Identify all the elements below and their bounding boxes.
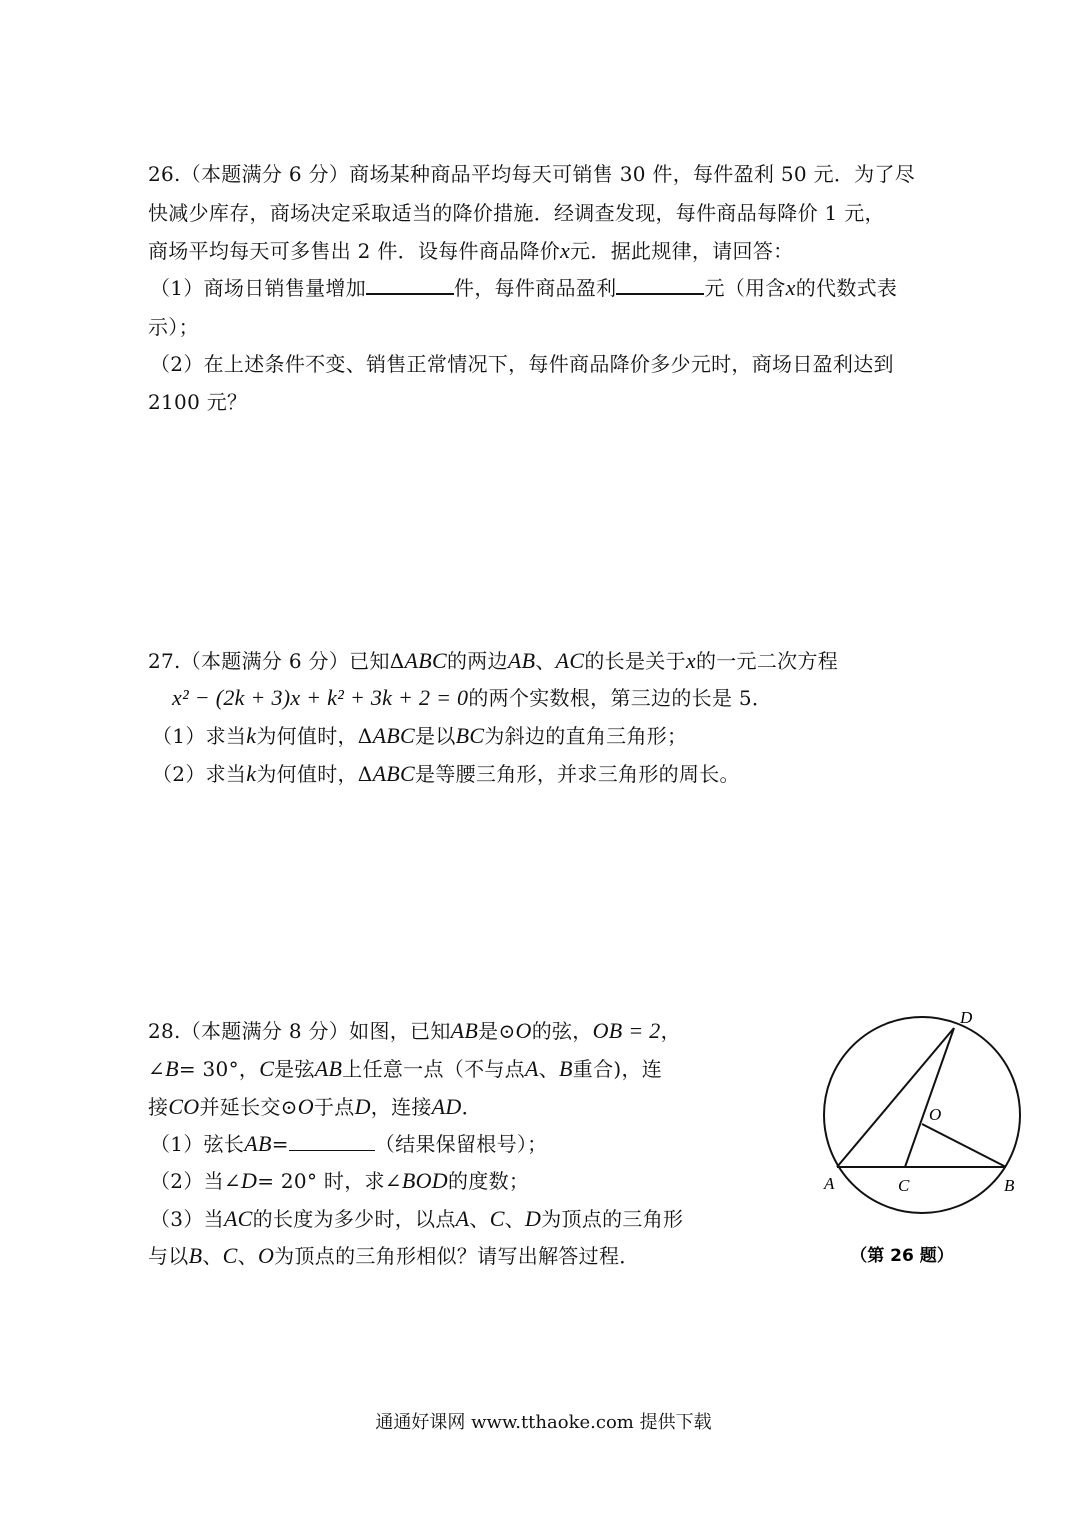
var-k: k bbox=[246, 723, 257, 748]
q28-text: （结果保留根号）； bbox=[374, 1132, 548, 1156]
math-o: O bbox=[257, 1243, 275, 1268]
q28-text: 上任意一点（不与点 bbox=[342, 1057, 525, 1081]
q28-text: 的度数； bbox=[448, 1169, 530, 1193]
segment-ad bbox=[837, 1028, 954, 1167]
quadratic-equation: x² − (2k + 3)x + k² + 3k + 2 = 0 bbox=[172, 685, 469, 710]
math-a: A bbox=[455, 1206, 470, 1231]
math-a: A bbox=[524, 1056, 539, 1081]
math-abc: ABC bbox=[372, 723, 416, 748]
segment-ob bbox=[922, 1124, 1006, 1167]
q28-part-1 bbox=[150, 1128, 547, 1157]
q28-text: 是⊙ bbox=[478, 1019, 516, 1043]
q28-text: 为顶点的三角形相似？请写出解答过程． bbox=[274, 1244, 640, 1268]
q27-text: 为斜边的直角三角形； bbox=[484, 724, 688, 748]
label-o: O bbox=[929, 1105, 942, 1124]
q28-text: 、 bbox=[469, 1207, 490, 1231]
var-k: k bbox=[246, 761, 257, 786]
q28-text: ，连接 bbox=[370, 1095, 432, 1119]
q26-text: 元（用含 bbox=[704, 276, 786, 300]
q26-part-2: （2）在上述条件不变、销售正常情况下，每件商品降价多少元时，商场日盈利达到 bbox=[150, 352, 894, 376]
math-bod: BOD bbox=[401, 1168, 448, 1193]
q28-text: 为顶点的三角形 bbox=[541, 1207, 684, 1231]
q26-text: 件，每件商品盈利 bbox=[454, 276, 617, 300]
q27-part-2 bbox=[152, 758, 740, 787]
math-ob-eq: OB = 2 bbox=[592, 1018, 661, 1043]
q27-text: 的长是关于 bbox=[584, 649, 686, 673]
q28-text: 于点 bbox=[313, 1095, 355, 1119]
math-ab: AB bbox=[507, 648, 536, 673]
math-bc: BC bbox=[455, 723, 485, 748]
q28-text: = 20° 时，求∠ bbox=[257, 1169, 402, 1193]
q28-text: 重合)，连 bbox=[572, 1057, 663, 1081]
q28-text: 28.（本题满分 8 分）如图，已知 bbox=[148, 1019, 451, 1043]
q26-text: 的代数式表 bbox=[795, 276, 898, 300]
math-b: B bbox=[188, 1243, 203, 1268]
q28-part-3 bbox=[150, 1203, 683, 1232]
q28-part-2 bbox=[150, 1165, 529, 1194]
q28-text: ． bbox=[461, 1095, 482, 1119]
q28-text: 的长度为多少时，以点 bbox=[252, 1207, 456, 1231]
q28-text: 接 bbox=[148, 1095, 169, 1119]
q28-text: = bbox=[271, 1132, 289, 1156]
figure-caption: （第 26 题） bbox=[850, 1246, 954, 1266]
q28-line-2 bbox=[148, 1053, 662, 1082]
math-c: C bbox=[259, 1056, 275, 1081]
q28-text: 、 bbox=[504, 1207, 526, 1231]
math-abc: ABC bbox=[404, 648, 447, 673]
answer-blank[interactable] bbox=[289, 1130, 375, 1151]
q26-line-3 bbox=[148, 235, 793, 264]
q28-text: （3）当 bbox=[150, 1207, 224, 1231]
answer-blank[interactable] bbox=[366, 273, 454, 295]
math-ad: AD bbox=[431, 1094, 462, 1119]
q27-text: 的一元二次方程 bbox=[695, 649, 839, 673]
q27-line-2 bbox=[172, 682, 772, 711]
q27-text: 是以 bbox=[415, 724, 456, 748]
var-x: x bbox=[785, 275, 796, 300]
q27-text: 为何值时，Δ bbox=[256, 724, 373, 748]
math-ac: AC bbox=[223, 1206, 253, 1231]
math-ab: AB bbox=[450, 1018, 479, 1043]
q28-text: 、 bbox=[237, 1244, 258, 1268]
q27-text: 27.（本题满分 6 分）已知Δ bbox=[148, 649, 405, 673]
q26-line-2: 快减少库存，商场决定采取适当的降价措施．经调查发现，每件商品每降价 1 元， bbox=[148, 201, 885, 225]
q26-line-7: 2100 元？ bbox=[148, 390, 248, 414]
math-co: CO bbox=[168, 1094, 200, 1119]
q28-text: 并延长交⊙ bbox=[199, 1095, 298, 1119]
var-x: x bbox=[560, 238, 571, 263]
q26-line-1: 26.（本题满分 6 分）商场某种商品平均每天可销售 30 件，每件盈利 50 元．为了尽 bbox=[148, 162, 916, 186]
q27-text: 、 bbox=[535, 649, 556, 673]
q28-line-3 bbox=[148, 1091, 482, 1120]
q28-text: = 30°， bbox=[178, 1057, 260, 1081]
q28-text: 是弦 bbox=[274, 1057, 315, 1081]
segment-cd bbox=[905, 1028, 954, 1167]
q28-line-1 bbox=[148, 1015, 681, 1044]
circle-o bbox=[824, 1017, 1020, 1213]
q28-text: 与以 bbox=[148, 1244, 189, 1268]
label-d: D bbox=[960, 1008, 973, 1027]
answer-blank[interactable] bbox=[616, 273, 704, 295]
q27-text: （2）求当 bbox=[152, 762, 247, 786]
math-c: C bbox=[222, 1243, 238, 1268]
label-b: B bbox=[1004, 1176, 1015, 1195]
q28-text: ∠ bbox=[148, 1057, 166, 1081]
math-ac: AC bbox=[555, 648, 585, 673]
q28-line-7 bbox=[148, 1240, 640, 1269]
q27-line-1 bbox=[148, 645, 838, 674]
circle-geometry-figure bbox=[796, 1003, 1015, 1278]
q28-text: （2）当∠ bbox=[150, 1169, 241, 1193]
q27-text: 为何值时，Δ bbox=[256, 762, 373, 786]
q26-text: （1）商场日销售量增加 bbox=[150, 276, 367, 300]
q27-text: 的两个实数根，第三边的长是 5． bbox=[468, 686, 773, 710]
math-ab: AB bbox=[314, 1056, 343, 1081]
q27-text: 是等腰三角形，并求三角形的周长。 bbox=[415, 762, 740, 786]
math-d: D bbox=[354, 1094, 371, 1119]
q26-text: 商场平均每天可多售出 2 件．设每件商品降价 bbox=[148, 239, 561, 263]
q27-text: （1）求当 bbox=[152, 724, 247, 748]
math-ab: AB bbox=[244, 1131, 272, 1156]
math-d: D bbox=[240, 1168, 258, 1193]
math-b: B bbox=[559, 1056, 573, 1081]
q26-part-1 bbox=[150, 272, 897, 301]
q27-part-1 bbox=[152, 720, 687, 749]
label-a: A bbox=[824, 1174, 835, 1193]
q26-line-5: 示）； bbox=[148, 315, 199, 339]
page-footer: 通通好课网 www.tthaoke.com 提供下载 bbox=[375, 1412, 712, 1433]
label-c: C bbox=[898, 1176, 910, 1195]
q28-text: 的弦， bbox=[531, 1019, 593, 1043]
math-b: B bbox=[165, 1056, 179, 1081]
q28-text: 、 bbox=[538, 1057, 560, 1081]
q27-text: 的两边 bbox=[446, 649, 508, 673]
math-o: O bbox=[515, 1018, 532, 1043]
math-c: C bbox=[489, 1206, 505, 1231]
q26-text: 元．据此规律，请回答： bbox=[570, 239, 794, 263]
q28-text: ， bbox=[660, 1019, 681, 1043]
math-abc: ABC bbox=[372, 761, 416, 786]
math-d: D bbox=[525, 1206, 542, 1231]
var-x: x bbox=[685, 648, 696, 673]
q28-text: 、 bbox=[202, 1244, 223, 1268]
q28-text: （1）弦长 bbox=[150, 1132, 245, 1156]
math-o: O bbox=[297, 1094, 314, 1119]
